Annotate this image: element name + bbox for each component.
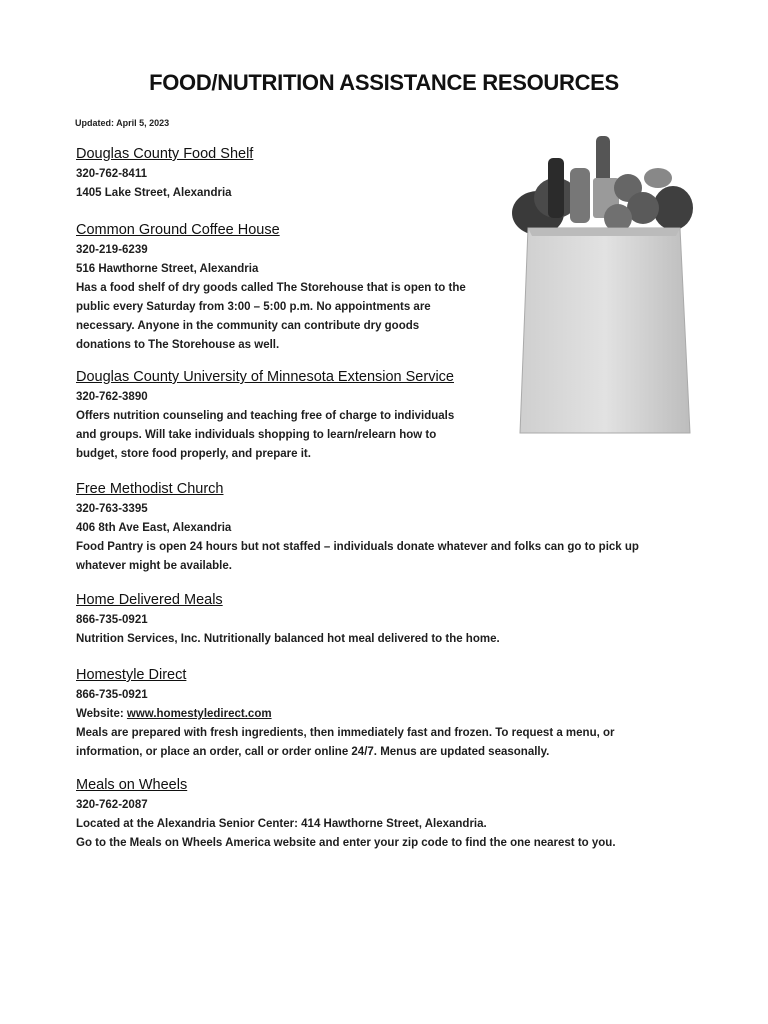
resource-meals-on-wheels [76,776,696,853]
description-line: Meals are prepared with fresh ingredients, then immediately fast and frozen. To request a menu, or [76,727,615,739]
website-label: Website: [76,708,127,720]
resource-title: Meals on Wheels [76,777,188,793]
resource-title: Common Ground Coffee House [76,222,280,238]
phone-number: 320-762-2087 [76,799,148,811]
address: Located at the Alexandria Senior Center: 414 Hawthorne Street, Alexandria. [76,818,487,830]
description-line: whatever might be available. [76,560,232,572]
updated-date: Updated: April 5, 2023 [75,118,170,128]
resource-title: Homestyle Direct [76,667,187,683]
description-line: Food Pantry is open 24 hours but not staffed – individuals donate whatever and folks can go to pick up [76,541,639,553]
description-line: necessary. Anyone in the community can contribute dry goods [76,320,420,332]
page-title: FOOD/NUTRITION ASSISTANCE RESOURCES [149,70,619,95]
phone-number: 320-219-6239 [76,244,148,256]
resource-homestyle-direct [76,666,696,762]
resource-title: Home Delivered Meals [76,592,223,608]
description-line: budget, store food properly, and prepare it. [76,448,311,460]
phone-number: 320-762-8411 [76,168,147,180]
website-line [76,705,696,724]
resource-title: Douglas County Food Shelf [76,146,254,162]
address: 516 Hawthorne Street, Alexandria [76,263,259,275]
description-line: Offers nutrition counseling and teaching free of charge to individuals [76,410,455,422]
website-link[interactable]: www.homestyledirect.com [126,708,272,720]
resource-common-ground-coffee-house [76,221,696,355]
description-line: Go to the Meals on Wheels America website and enter your zip code to find the one nearest to you. [76,837,616,849]
description-line: information, or place an order, call or order online 24/7. Menus are updated seasonally. [76,746,550,758]
phone-number: 866-735-0921 [76,614,148,626]
description-line: donations to The Storehouse as well. [76,339,280,351]
description-line: and groups. Will take individuals shopping to learn/relearn how to [76,429,437,441]
description-line: Has a food shelf of dry goods called The Storehouse that is open to the [76,282,466,294]
address: 406 8th Ave East, Alexandria [76,522,232,534]
resource-free-methodist-church [76,480,696,576]
phone-number: 320-762-3890 [76,391,148,403]
phone-number: 320-763-3395 [76,503,148,515]
resource-extension-service [76,368,696,464]
resource-title: Douglas County University of Minnesota Extension Service [76,369,454,385]
phone-number: 866-735-0921 [76,689,148,701]
address: 1405 Lake Street, Alexandria [76,187,232,199]
description-line: public every Saturday from 3:00 – 5:00 p.m. No appointments are [76,301,431,313]
resource-home-delivered-meals [76,591,696,649]
resource-title: Free Methodist Church [76,481,224,497]
resource-douglas-county-food-shelf [76,145,696,203]
description-line: Nutrition Services, Inc. Nutritionally balanced hot meal delivered to the home. [76,633,500,645]
